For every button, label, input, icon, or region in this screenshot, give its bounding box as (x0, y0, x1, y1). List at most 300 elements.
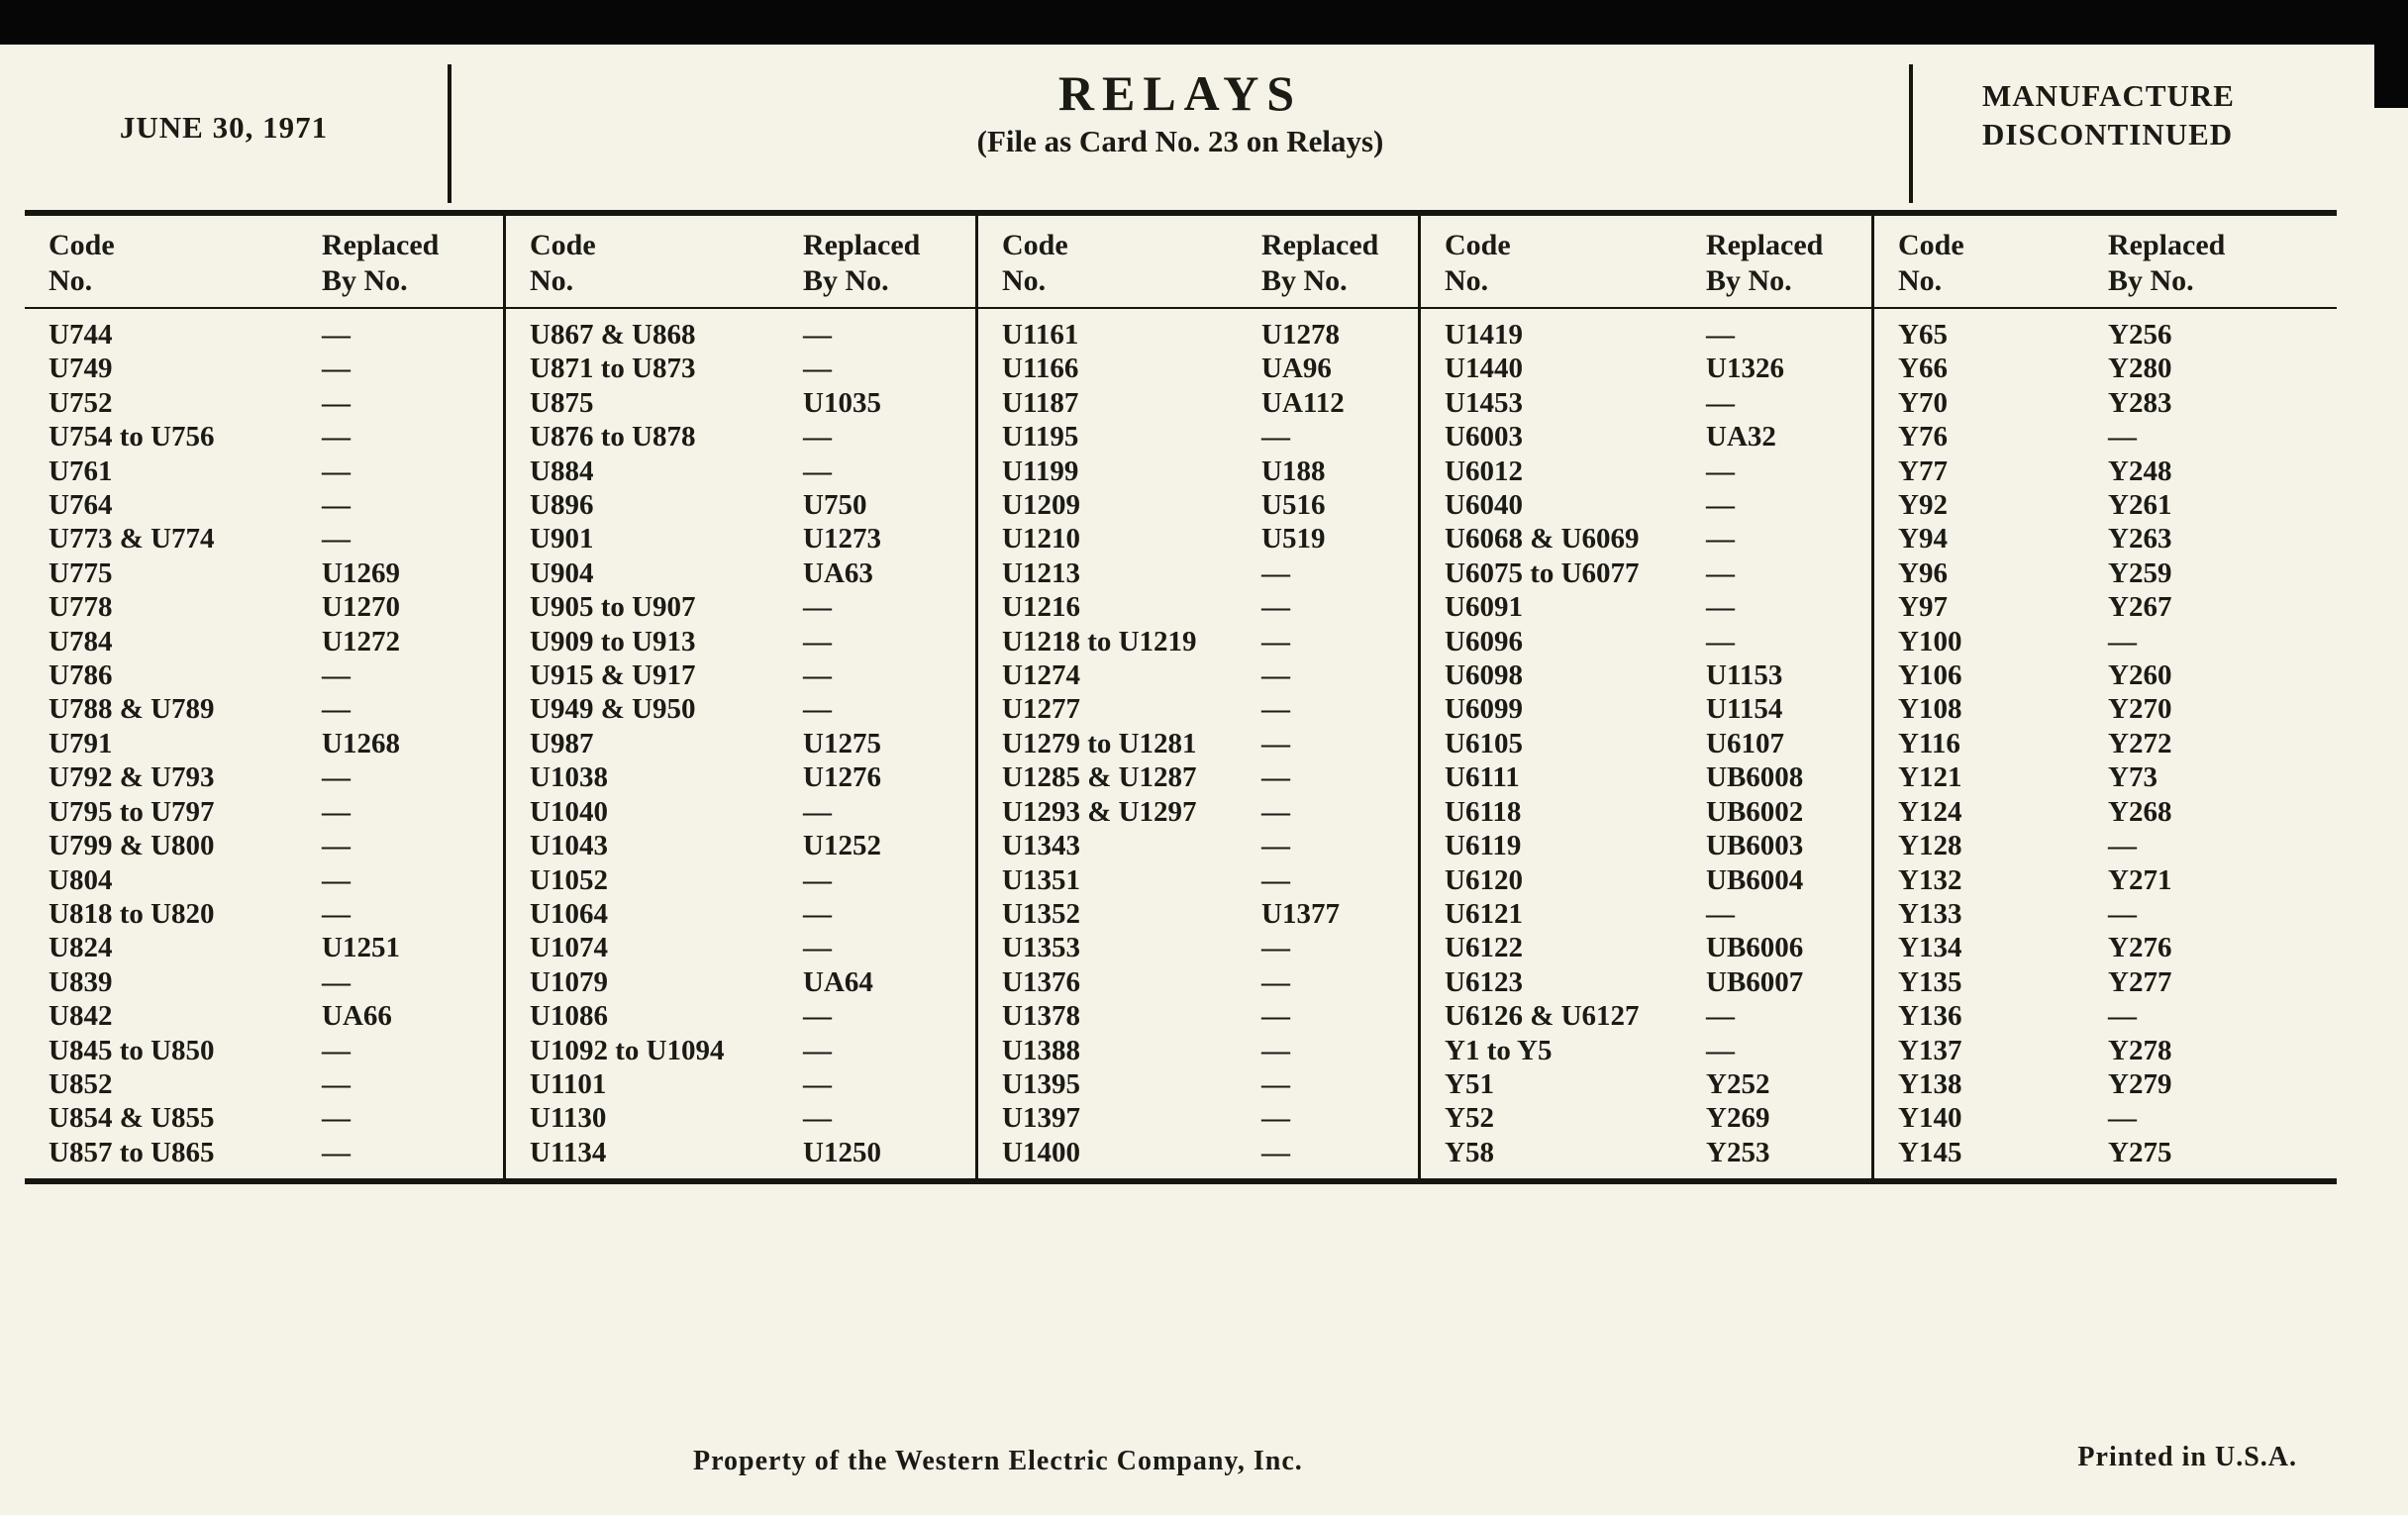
table-row (49, 454, 503, 488)
code-cell: Y124 (1898, 795, 1962, 828)
relay-column-2 (503, 216, 975, 1178)
code-cell: U896 (530, 489, 594, 522)
column-headers (978, 216, 1418, 309)
replaced-cell: — (322, 965, 351, 998)
table-row (1002, 795, 1418, 829)
replaced-cell: — (2108, 830, 2137, 862)
table-row (1002, 692, 1418, 726)
table-row (530, 658, 975, 692)
code-cell: U6099 (1445, 693, 1523, 726)
replaced-cell: — (803, 353, 832, 385)
replaced-cell: — (322, 1102, 351, 1135)
replaced-cell: — (1261, 830, 1290, 862)
replaced-cell: — (1261, 421, 1290, 454)
replaced-cell: — (322, 795, 351, 828)
code-cell: U857 to U865 (49, 1136, 215, 1168)
code-cell: U1216 (1002, 591, 1080, 624)
replaced-cell: — (322, 830, 351, 862)
replaced-cell: — (322, 1034, 351, 1066)
code-cell: Y70 (1898, 386, 1948, 419)
replaced-cell: — (1706, 1000, 1735, 1033)
table-row (530, 488, 975, 522)
code-cell: U764 (49, 489, 113, 522)
header-line: By No. (322, 264, 408, 297)
relay-column-1 (25, 216, 503, 1178)
replaced-cell: Y272 (2108, 727, 2172, 759)
code-cell: U1052 (530, 863, 608, 896)
table-row (49, 795, 503, 829)
replaced-cell: — (1261, 1136, 1290, 1168)
table-row (530, 1101, 975, 1135)
table-row (1002, 1034, 1418, 1067)
table-row (49, 727, 503, 760)
table-row (530, 386, 975, 420)
replaced-cell: — (1261, 693, 1290, 726)
replaced-cell: UA66 (322, 1000, 392, 1033)
replaced-cell: — (1261, 1102, 1290, 1135)
replaced-cell: — (322, 319, 351, 351)
code-cell: U871 to U873 (530, 353, 696, 385)
code-cell: U6075 to U6077 (1445, 556, 1640, 589)
replaced-cell: U1268 (322, 727, 400, 759)
code-cell: Y77 (1898, 454, 1948, 487)
header-title-cell (452, 45, 1909, 210)
replaced-cell: — (322, 421, 351, 454)
code-no-header (1002, 228, 1261, 299)
replaced-cell: — (803, 897, 832, 930)
code-cell: U795 to U797 (49, 795, 215, 828)
table-row (49, 590, 503, 624)
code-no-header (530, 228, 803, 299)
table-row (530, 727, 975, 760)
code-cell: U6119 (1445, 830, 1522, 862)
table-row (530, 590, 975, 624)
table-row (1002, 999, 1418, 1033)
replaced-cell: — (803, 795, 832, 828)
replaced-cell: — (803, 1034, 832, 1066)
replaced-cell: UB6008 (1706, 761, 1804, 794)
table-row (1898, 795, 2337, 829)
code-cell: U1038 (530, 761, 608, 794)
table-row (1002, 760, 1418, 794)
header-line: Replaced (1261, 229, 1379, 261)
table-row (1898, 386, 2337, 420)
table-row (530, 1034, 975, 1067)
code-cell: U1353 (1002, 932, 1080, 964)
table-row (49, 1067, 503, 1101)
table-row (1445, 1067, 1871, 1101)
code-cell: U1064 (530, 897, 608, 930)
table-row (1898, 999, 2337, 1033)
scan-black-bar (0, 0, 2408, 45)
table-row (1898, 897, 2337, 931)
code-cell: U1395 (1002, 1067, 1080, 1100)
code-cell: U845 to U850 (49, 1034, 215, 1066)
replaced-cell: U1251 (322, 932, 400, 964)
code-cell: U6111 (1445, 761, 1520, 794)
code-cell: U1187 (1002, 386, 1079, 419)
replaced-cell: — (1706, 454, 1735, 487)
column-rows (978, 309, 1418, 1169)
table-row (49, 352, 503, 385)
header-line: No. (1445, 264, 1489, 297)
code-cell: U784 (49, 625, 113, 657)
code-cell: U1277 (1002, 693, 1080, 726)
code-cell: U1101 (530, 1067, 607, 1100)
code-cell: Y132 (1898, 863, 1962, 896)
table-row (1445, 727, 1871, 760)
replaced-cell: — (322, 659, 351, 692)
table-row (1445, 965, 1871, 999)
code-cell: Y66 (1898, 353, 1948, 385)
replaced-cell: Y280 (2108, 353, 2172, 385)
replaced-cell: UB6007 (1706, 965, 1804, 998)
code-no-header (49, 228, 322, 299)
header-line: Replaced (2108, 229, 2226, 261)
replaced-cell: — (322, 1136, 351, 1168)
table-row (1002, 1101, 1418, 1135)
code-cell: Y137 (1898, 1034, 1962, 1066)
table-row (1898, 1067, 2337, 1101)
code-cell: U1279 to U1281 (1002, 727, 1197, 759)
table-row (1445, 897, 1871, 931)
code-cell: U1195 (1002, 421, 1079, 454)
table-row (1002, 727, 1418, 760)
table-row (1445, 420, 1871, 454)
code-cell: U1351 (1002, 863, 1080, 896)
replaced-cell: — (1261, 1000, 1290, 1033)
code-cell: U6003 (1445, 421, 1523, 454)
code-cell: U773 & U774 (49, 523, 215, 556)
replaced-cell: U1250 (803, 1136, 881, 1168)
code-cell: U1209 (1002, 489, 1080, 522)
replaced-cell: — (2108, 897, 2137, 930)
code-cell: U1343 (1002, 830, 1080, 862)
status-line-discontinued: DISCONTINUED (1982, 117, 2234, 152)
table-row (1445, 318, 1871, 352)
replaced-cell: — (803, 625, 832, 657)
replaced-cell: U750 (803, 489, 867, 522)
code-cell: Y97 (1898, 591, 1948, 624)
replaced-cell: U1153 (1706, 659, 1783, 692)
table-row (1898, 863, 2337, 897)
replaced-cell: Y269 (1706, 1102, 1770, 1135)
table-row (1002, 1136, 1418, 1169)
code-cell: U775 (49, 556, 113, 589)
code-cell: Y76 (1898, 421, 1948, 454)
replaced-cell: Y275 (2108, 1136, 2172, 1168)
table-row (1898, 965, 2337, 999)
replaced-cell: Y260 (2108, 659, 2172, 692)
table-row (1002, 829, 1418, 862)
column-headers (25, 216, 503, 309)
code-cell: U1130 (530, 1102, 607, 1135)
replaced-cell: — (322, 1067, 351, 1100)
header-line: No. (1898, 264, 1943, 297)
header-line: Replaced (803, 229, 921, 261)
column-rows (25, 309, 503, 1169)
table-row (1445, 863, 1871, 897)
code-cell: U1092 to U1094 (530, 1034, 725, 1066)
replaced-cell: U1377 (1261, 897, 1340, 930)
code-cell: U839 (49, 965, 113, 998)
relay-column-3 (975, 216, 1418, 1178)
table-row (530, 454, 975, 488)
table-row (1898, 590, 2337, 624)
replaced-cell: UA64 (803, 965, 873, 998)
replaced-cell: Y271 (2108, 863, 2172, 896)
table-row (1002, 863, 1418, 897)
code-cell: Y128 (1898, 830, 1962, 862)
header-line: Code (1002, 229, 1068, 261)
replaced-cell: U6107 (1706, 727, 1784, 759)
replaced-cell: — (2108, 625, 2137, 657)
replaced-cell: — (1261, 761, 1290, 794)
table-row (1898, 625, 2337, 658)
replaced-cell: Y263 (2108, 523, 2172, 556)
table-row (1445, 522, 1871, 556)
table-row (530, 1067, 975, 1101)
code-cell: U1040 (530, 795, 608, 828)
replaced-cell: UB6003 (1706, 830, 1804, 862)
code-cell: U1352 (1002, 897, 1080, 930)
code-cell: Y92 (1898, 489, 1948, 522)
table-row (1898, 556, 2337, 590)
replaced-cell: — (1261, 1034, 1290, 1066)
table-row (530, 556, 975, 590)
code-cell: U804 (49, 863, 113, 896)
table-row (49, 692, 503, 726)
replaced-cell: — (1706, 1034, 1735, 1066)
code-cell: U6091 (1445, 591, 1523, 624)
code-cell: U1388 (1002, 1034, 1080, 1066)
code-cell: U1079 (530, 965, 608, 998)
table-row (1445, 658, 1871, 692)
table-row (49, 488, 503, 522)
code-cell: U6122 (1445, 932, 1523, 964)
code-cell: Y138 (1898, 1067, 1962, 1100)
table-row (1898, 522, 2337, 556)
code-cell: U915 & U917 (530, 659, 696, 692)
replaced-cell: — (1261, 659, 1290, 692)
replaced-cell: U1269 (322, 556, 400, 589)
table-row (1445, 931, 1871, 964)
replaced-by-header (803, 228, 975, 299)
replaced-cell: Y252 (1706, 1067, 1770, 1100)
code-cell: Y116 (1898, 727, 1960, 759)
replaced-cell: — (803, 319, 832, 351)
column-rows (1421, 309, 1871, 1169)
table-row (49, 420, 503, 454)
replaced-cell: U1035 (803, 386, 881, 419)
replaced-cell: — (322, 454, 351, 487)
code-cell: U778 (49, 591, 113, 624)
replaced-cell: Y256 (2108, 319, 2172, 351)
replaced-cell: Y279 (2108, 1067, 2172, 1100)
replaced-cell: — (1706, 625, 1735, 657)
replaced-cell: — (322, 353, 351, 385)
code-cell: U1419 (1445, 319, 1523, 351)
code-no-header (1445, 228, 1706, 299)
table-row (1445, 1101, 1871, 1135)
table-row (1445, 829, 1871, 862)
table-row (49, 1034, 503, 1067)
code-cell: Y133 (1898, 897, 1962, 930)
replaced-cell: — (803, 454, 832, 487)
replaced-cell: Y277 (2108, 965, 2172, 998)
table-row (530, 897, 975, 931)
replaced-cell: — (1261, 556, 1290, 589)
replaced-cell: — (1706, 556, 1735, 589)
table-row (530, 863, 975, 897)
code-cell: U6040 (1445, 489, 1523, 522)
replaced-cell: — (1261, 625, 1290, 657)
code-cell: Y108 (1898, 693, 1962, 726)
page-title: RELAYS (1057, 65, 1303, 121)
code-cell: U786 (49, 659, 113, 692)
code-cell: U1293 & U1297 (1002, 795, 1197, 828)
replaced-cell: — (803, 591, 832, 624)
replaced-cell: UA112 (1261, 386, 1345, 419)
table-row (1898, 1034, 2337, 1067)
code-cell: U987 (530, 727, 594, 759)
table-row (1002, 897, 1418, 931)
code-cell: U1074 (530, 932, 608, 964)
table-row (1002, 625, 1418, 658)
replaced-cell: — (803, 659, 832, 692)
replaced-cell: U1273 (803, 523, 881, 556)
code-cell: U6096 (1445, 625, 1523, 657)
code-cell: Y65 (1898, 319, 1948, 351)
table-row (1898, 829, 2337, 862)
code-cell: Y136 (1898, 1000, 1962, 1033)
replaced-cell: — (2108, 421, 2137, 454)
table-row (49, 965, 503, 999)
code-cell: U818 to U820 (49, 897, 215, 930)
table-row (1898, 692, 2337, 726)
code-cell: Y140 (1898, 1102, 1962, 1135)
header-line: Replaced (1706, 229, 1824, 261)
code-cell: U875 (530, 386, 594, 419)
header-line: No. (530, 264, 574, 297)
table-row (1445, 386, 1871, 420)
table-row (1002, 522, 1418, 556)
table-row (530, 829, 975, 862)
printed-in-usa: Printed in U.S.A. (2077, 1442, 2297, 1472)
table-row (1898, 931, 2337, 964)
code-cell: U749 (49, 353, 113, 385)
table-row (1002, 658, 1418, 692)
code-cell: U1043 (530, 830, 608, 862)
replaced-cell: Y283 (2108, 386, 2172, 419)
replaced-by-header (322, 228, 503, 299)
replaced-cell: — (322, 761, 351, 794)
code-cell: U754 to U756 (49, 421, 215, 454)
replaced-cell: U519 (1261, 523, 1326, 556)
table-row (49, 897, 503, 931)
table-row (1002, 1067, 1418, 1101)
code-cell: Y135 (1898, 965, 1962, 998)
table-row (1898, 760, 2337, 794)
code-cell: U6123 (1445, 965, 1523, 998)
table-row (49, 658, 503, 692)
table-row (1002, 590, 1418, 624)
table-row (49, 318, 503, 352)
code-cell: Y106 (1898, 659, 1962, 692)
column-rows (506, 309, 975, 1169)
code-cell: U1166 (1002, 353, 1079, 385)
code-cell: U1378 (1002, 1000, 1080, 1033)
replaced-cell: — (322, 897, 351, 930)
table-row (1002, 931, 1418, 964)
table-row (530, 522, 975, 556)
table-row (1445, 488, 1871, 522)
header-line: Code (1898, 229, 1964, 261)
table-row (1445, 454, 1871, 488)
code-cell: U824 (49, 932, 113, 964)
table-row (1898, 727, 2337, 760)
table-row (530, 1136, 975, 1169)
code-cell: U1213 (1002, 556, 1080, 589)
table-row (530, 625, 975, 658)
table-row (49, 556, 503, 590)
table-row (49, 625, 503, 658)
code-cell: Y96 (1898, 556, 1948, 589)
replaced-cell: U1272 (322, 625, 400, 657)
replaced-cell: Y248 (2108, 454, 2172, 487)
header-line: Replaced (322, 229, 440, 261)
replaced-cell: — (322, 523, 351, 556)
code-no-header (1898, 228, 2108, 299)
replaced-cell: U1276 (803, 761, 881, 794)
code-cell: U791 (49, 727, 113, 759)
code-cell: U752 (49, 386, 113, 419)
code-cell: Y134 (1898, 932, 1962, 964)
replaced-cell: U516 (1261, 489, 1326, 522)
table-row (1002, 420, 1418, 454)
replaced-cell: — (1261, 727, 1290, 759)
table-row (1898, 488, 2337, 522)
table-row (49, 863, 503, 897)
table-row (1898, 1101, 2337, 1135)
header-line: No. (1002, 264, 1047, 297)
header-status-cell (1913, 45, 2408, 210)
replaced-cell: — (322, 863, 351, 896)
replaced-cell: Y253 (1706, 1136, 1770, 1168)
table-row (49, 1101, 503, 1135)
replaced-cell: — (1706, 591, 1735, 624)
code-cell: U867 & U868 (530, 319, 696, 351)
table-row (1445, 556, 1871, 590)
replaced-cell: — (803, 932, 832, 964)
replaced-by-header (1261, 228, 1418, 299)
code-cell: U1199 (1002, 454, 1079, 487)
code-cell: U1210 (1002, 523, 1080, 556)
table-row (1002, 386, 1418, 420)
table-row (1898, 318, 2337, 352)
header-date-cell (0, 45, 448, 210)
header-line: No. (49, 264, 93, 297)
date-text: JUNE 30, 1971 (119, 109, 329, 145)
column-headers (1874, 216, 2337, 309)
code-cell: U901 (530, 523, 594, 556)
code-cell: U6120 (1445, 863, 1523, 896)
code-cell: U1376 (1002, 965, 1080, 998)
code-cell: U6118 (1445, 795, 1522, 828)
replaced-cell: U1154 (1706, 693, 1783, 726)
header-line: By No. (803, 264, 889, 297)
replaced-cell: — (1261, 965, 1290, 998)
